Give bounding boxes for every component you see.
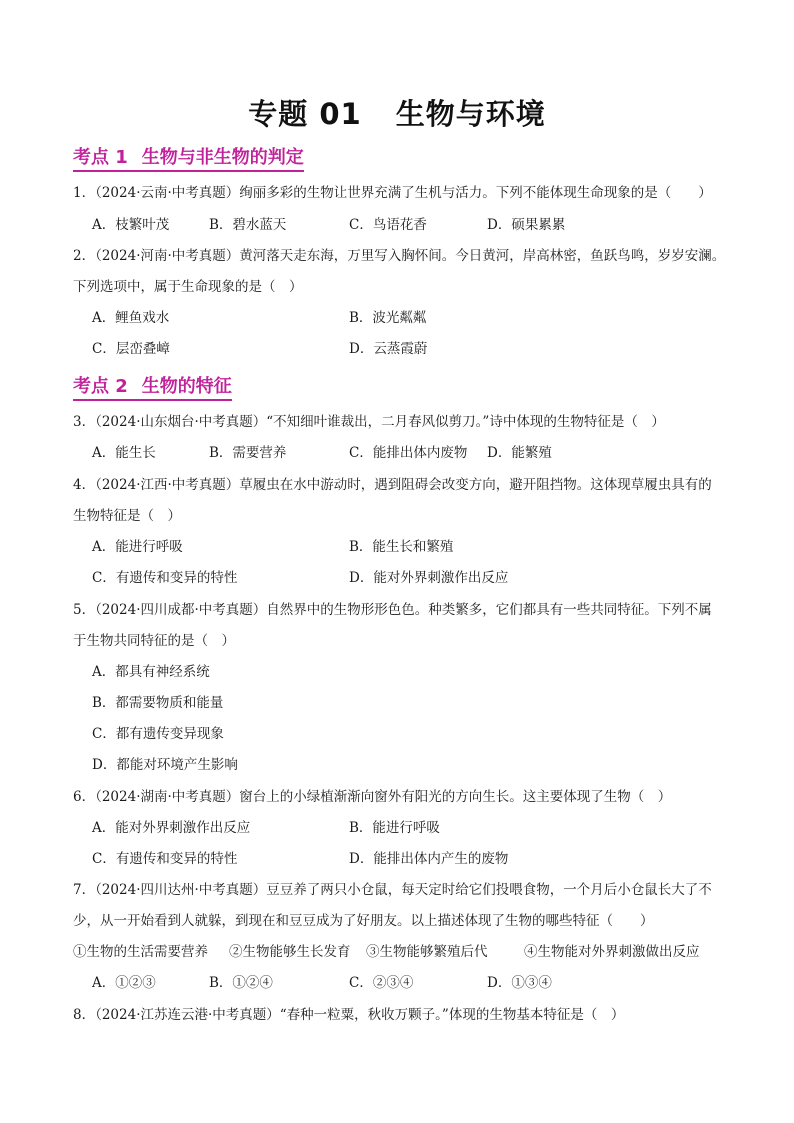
- question-4-option-a: A．能进行呼吸: [92, 539, 183, 555]
- question-7-item-3: ③生物能够繁殖后代: [366, 944, 488, 960]
- page-title: [0, 92, 794, 133]
- question-2-option-b: B．波光粼粼: [349, 310, 427, 326]
- question-7-option-b: B．①②④: [209, 975, 273, 991]
- question-5-option-a: A．都具有神经系统: [92, 664, 210, 680]
- question-7-item-2: ②生物能够生长发育: [229, 944, 351, 960]
- question-7-option-a: A．①②③: [92, 975, 156, 991]
- section-heading-1: 考点 1 生物与非生物的判定: [73, 147, 304, 172]
- question-3-option-b: B．需要营养: [209, 445, 287, 461]
- question-4-stem-line2: 生物特征是（ ）: [73, 508, 181, 524]
- question-7-item-4: ④生物能对外界刺激做出反应: [524, 944, 700, 960]
- question-5-stem-line1: 5．（2024·四川成都·中考真题）自然界中的生物形形色色。种类繁多，它们都具有一些共同特征。下列不属: [73, 602, 712, 618]
- section-heading-2: 考点 2 生物的特征: [73, 376, 232, 401]
- question-2-stem-line1: 2．（2024·河南·中考真题）黄河落天走东海，万里写入胸怀间。今日黄河，岸高林密，鱼跃鸟鸣，岁岁安澜。: [73, 248, 726, 264]
- title-main: 专题 01: [248, 97, 362, 131]
- question-6-option-b: B．能进行呼吸: [349, 820, 440, 836]
- question-6-option-a: A．能对外界刺激作出反应: [92, 820, 251, 836]
- question-3-option-d: D．能繁殖: [487, 445, 552, 461]
- question-2-option-c: C．层峦叠嶂: [92, 341, 170, 357]
- title-sub: 生物与环境: [395, 97, 546, 131]
- question-1-stem: 1．（2024·云南·中考真题）绚丽多彩的生物让世界充满了生机与活力。下列不能体现生命现象的是（ ）: [73, 185, 712, 201]
- question-6-option-d: D．能排出体内产生的废物: [349, 851, 509, 867]
- question-4-option-b: B．能生长和繁殖: [349, 539, 454, 555]
- question-5-option-d: D．都能对环境产生影响: [92, 757, 238, 773]
- question-7-option-c: C．②③④: [349, 975, 414, 991]
- question-1-option-c: C．鸟语花香: [349, 217, 427, 233]
- question-6-stem: 6．（2024·湖南·中考真题）窗台上的小绿植渐渐向窗外有阳光的方向生长。这主要体现了生物（ ）: [73, 789, 672, 805]
- question-7-stem-line1: 7．（2024·四川达州·中考真题）豆豆养了两只小仓鼠，每天定时给它们投喂食物，一个月后小仓鼠长大了不: [73, 882, 712, 898]
- question-2-option-a: A．鲤鱼戏水: [92, 310, 170, 326]
- question-4-stem-line1: 4．（2024·江西·中考真题）草履虫在水中游动时，遇到阻碍会改变方向，避开阻挡物。这体现草履虫具有的: [73, 477, 712, 493]
- question-4-option-c: C．有遗传和变异的特性: [92, 570, 238, 586]
- question-4-option-d: D．能对外界刺激作出反应: [349, 570, 509, 586]
- question-1-option-b: B．碧水蓝天: [209, 217, 287, 233]
- question-7-item-1: ①生物的生活需要营养: [73, 944, 208, 960]
- question-7-option-d: D．①③④: [487, 975, 552, 991]
- question-1-option-a: A．枝繁叶茂: [92, 217, 170, 233]
- question-3-stem: 3．（2024·山东烟台·中考真题）“不知细叶谁裁出，二月春风似剪刀。”诗中体现的生物特征是（ ）: [73, 414, 665, 430]
- question-2-option-d: D．云蒸霞蔚: [349, 341, 428, 357]
- question-5-option-b: B．都需要物质和能量: [92, 695, 224, 711]
- question-8-stem: 8．（2024·江苏连云港·中考真题）“春种一粒粟，秋收万颗子。”体现的生物基本特征是（ ）: [73, 1007, 625, 1023]
- question-5-option-c: C．都有遗传变异现象: [92, 726, 224, 742]
- question-3-option-a: A．能生长: [92, 445, 156, 461]
- question-3-option-c: C．能排出体内废物: [349, 445, 468, 461]
- question-6-option-c: C．有遗传和变异的特性: [92, 851, 238, 867]
- question-7-stem-line2: 少，从一开始看到人就躲，到现在和豆豆成为了好朋友。以上描述体现了生物的哪些特征（ ）: [73, 913, 654, 929]
- question-5-stem-line2: 于生物共同特征的是（ ）: [73, 633, 235, 649]
- question-2-stem-line2: 下列选项中，属于生命现象的是（ ）: [73, 279, 303, 295]
- question-1-option-d: D．硕果累累: [487, 217, 566, 233]
